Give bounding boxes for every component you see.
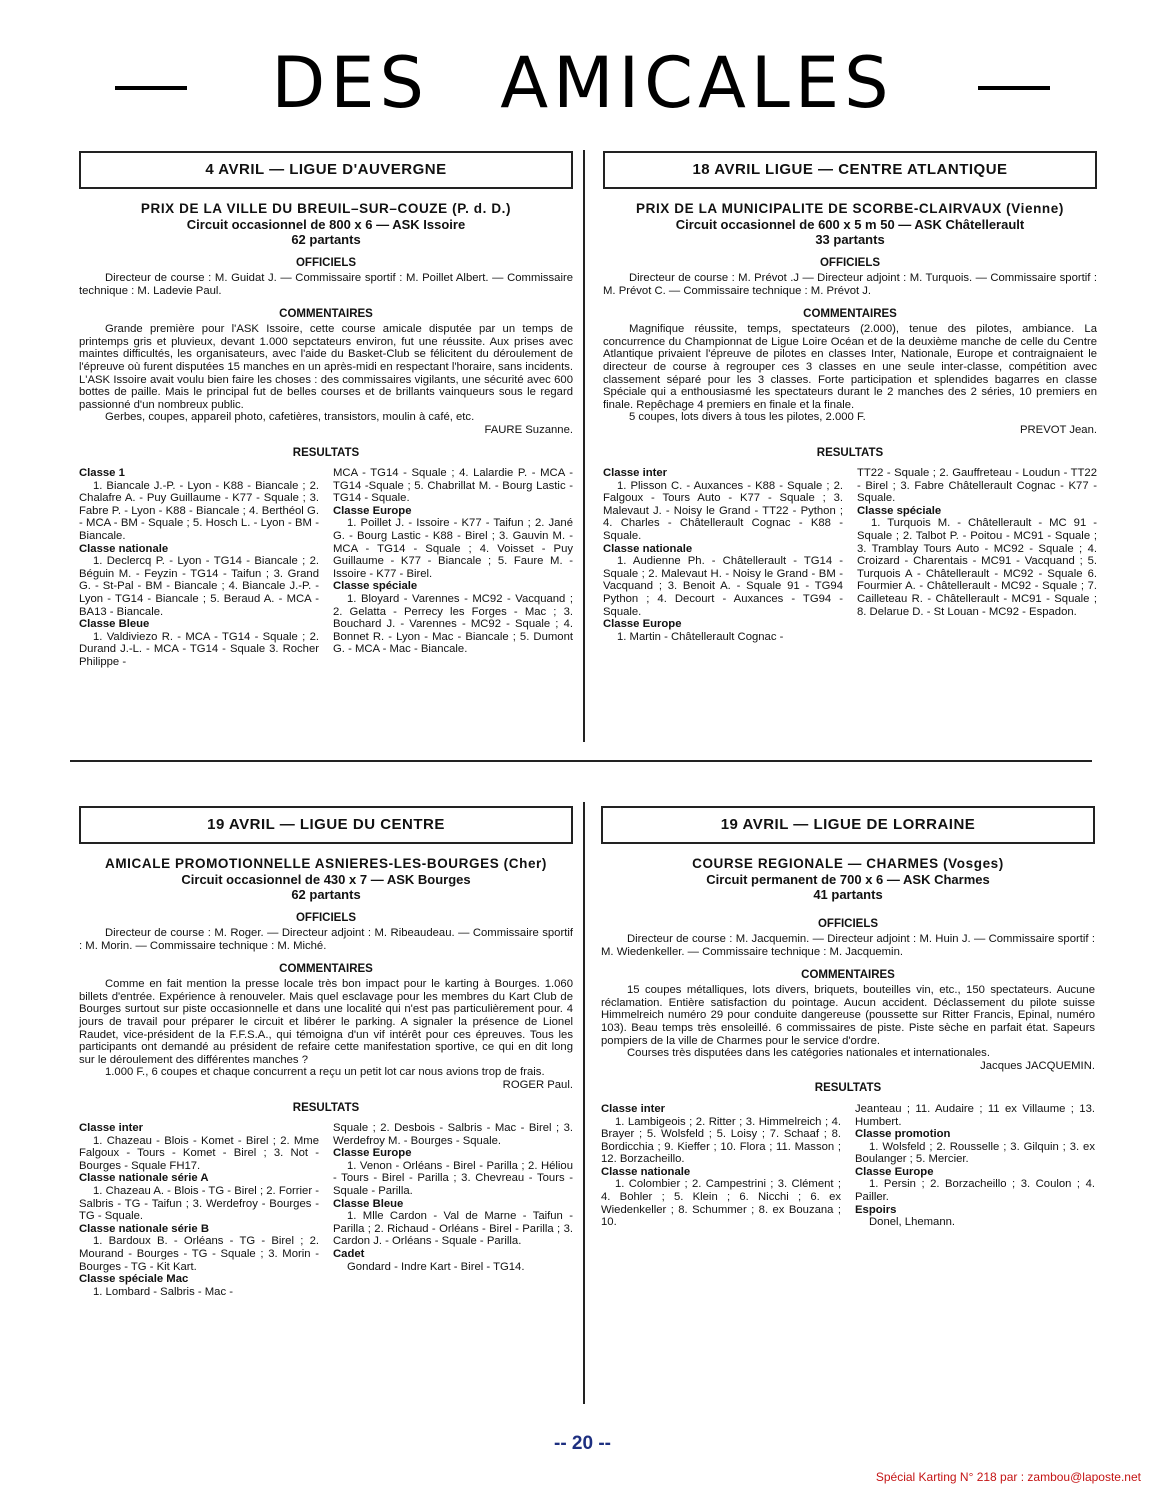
class-title: Classe Europe (333, 504, 412, 517)
class-title: Classe inter (601, 1102, 666, 1115)
results-column (333, 1122, 573, 1298)
class-title: Classe 1 (79, 467, 125, 480)
class-title: Classe nationale (79, 542, 169, 555)
resultats-heading: RESULTATS (292, 446, 360, 459)
commentaire-paragraph: Magnifique réussite, temps, spectateurs (2.000), tenue des pilotes, ambiance. La concurrence du Championnat de Ligue Loire Océan et de la deuxième manche de celle du Centre Atlantique privaient l'épreuve de pilotes en classes Inter, Nationale, Europe et contraignaient le directeur de course à regrouper ces 3 classes en une seule inter-classe, compétition avec classement séparé pour les 3 classes. Forte participation et splendides bagarres en classe Spéciale qui a enthousiasmé les spectateurs durant le 2 manches des 2 séries, 10 premiers en finale. Repêchage 4 premiers en finale et la finale. (603, 323, 1097, 411)
class-results: 1. Audienne Ph. - Châtellerault - TG14 - Squale ; 2. Malevaut H. - Noisy le Grand - BM - Vacquand ; 3. Benoit A. - Squale 91 - TG94 Python ; 4. Decourt - Auxances - TG94 - Squale. (603, 555, 843, 618)
class-title: Classe inter (603, 467, 668, 480)
officiels-text: Directeur de course : M. Guidat J. — Commissaire sportif : M. Poillet Albert. — Commissaire technique : M. Ladevie Paul. (79, 272, 573, 297)
page-title (0, 40, 1165, 126)
officiels-text: Directeur de course : M. Prévot .J — Directeur adjoint : M. Turquois. — Commissaire sportif : M. Prévot C. — Commissaire technique : M. Prévot J. (603, 272, 1097, 297)
class-results: 1. Wolsfeld ; 2. Rousselle ; 3. Gilquin ; 3. ex Boulanger ; 5. Mercier. (855, 1140, 1095, 1166)
results-column (601, 1103, 841, 1229)
class-title: Espoirs (855, 1203, 897, 1216)
officiels-heading: OFFICIELS (295, 256, 357, 269)
class-title: Classe Europe (333, 1147, 412, 1160)
commentaire-paragraph: Courses très disputées dans les catégories nationales et internationales. (627, 1047, 990, 1060)
class-results: 1. Bardoux B. - Orléans - TG - Birel ; 2. Mourand - Bourges - TG - Squale ; 3. Morin - Bourges - TG - Kit Kart. (79, 1235, 319, 1273)
results-column (857, 467, 1097, 643)
class-results: 1. Lambigeois ; 2. Ritter ; 3. Himmelreich ; 4. Brayer ; 5. Wolsfeld ; 5. Loisy ; 7. Schaaf ; 8. Bordicchia ; 9. Kieffer ; 10. Flora ; 11. Masson ; 12. Borzacheillo. (601, 1115, 841, 1166)
article-header: 4 AVRIL — LIGUE D'AUVERGNE (79, 151, 573, 189)
signature: PREVOT Jean. (1019, 423, 1097, 436)
footer-credit: Spécial Karting N° 218 par : zambou@laposte.net (875, 1470, 1141, 1484)
event-title: PRIX DE LA VILLE DU BREUIL–SUR–COUZE (P. d. D.) (140, 201, 512, 216)
class-results: 1. Martin - Châtellerault Cognac - (617, 630, 784, 643)
signature: FAURE Suzanne. (484, 423, 573, 436)
results-column (79, 467, 319, 669)
class-title: Classe Bleue (79, 618, 150, 631)
commentaires-heading: COMMENTAIRES (279, 962, 373, 975)
column-divider-bottom (583, 802, 585, 1404)
officiels-heading: OFFICIELS (295, 911, 357, 924)
article (79, 151, 573, 669)
commentaire-paragraph: Comme en fait mention la presse locale très bon impact pour le karting à Bourges. 1.060 billets d'entrée. Expérience à renouveler. Mais quel esclavage pour les membres du Kart Club de Bourges surtout sur piste occasionnelle et dans une localité qui n'est pas particulièrement pour. 4 jours de travail pour préparer le circuit et libérer le parking. A signaler la présence de Lionel Raudet, vice-président de la F.F.S.A., qui témoigna d'un vif intérêt pour ces épreuves. Tous les participants ont demandé au président de refaire cette manifestation sportive, ce qui en dit long sur le déroulement des différentes manches ? (79, 978, 573, 1066)
class-title: Classe nationale (601, 1165, 691, 1178)
article (79, 806, 573, 1298)
title-word-des: DES (271, 42, 429, 124)
commentaire-paragraph: 5 coupes, lots divers à tous les pilotes, 2.000 F. (629, 411, 866, 424)
partants-count: 62 partants (291, 232, 361, 248)
page-number: -- 20 -- (554, 1433, 611, 1454)
class-results: 1. Bloyard - Varennes - MC92 - Vacquand ; 2. Gelatta - Perrecy les Forges - Mac ; 3. Bouchard J. - Varennes - MC92 - Squale ; 4. Bonnet R. - Lyon - Mac - Biancale ; 5. Dumont G. - MCA - Mac - Biancale. (333, 593, 573, 656)
class-results: 1. Plisson C. - Auxances - K88 - Squale ; 2. Falgoux - Tours Auto - K77 - Squale ; 3. Malevaut J. - Noisy le Grand - TT22 - Python ; 4. Charles - Châtellerault Cognac - K88 - Squale. (603, 479, 843, 543)
results-columns (603, 467, 1097, 643)
article-header: 18 AVRIL LIGUE — CENTRE ATLANTIQUE (603, 151, 1097, 189)
article (603, 151, 1097, 643)
class-title: Classe spéciale Mac (79, 1273, 189, 1286)
resultats-heading: RESULTATS (292, 1101, 360, 1114)
class-title: Classe nationale série A (79, 1172, 209, 1185)
class-title: Classe Europe (603, 618, 682, 631)
title-word-amicales: AMICALES (500, 42, 894, 124)
class-title: Classe nationale série B (79, 1222, 209, 1235)
class-results: 1. Mlle Cardon - Val de Marne - Taifun - Parilla ; 2. Richaud - Orléans - Birel - Parilla ; 3. Cardon J. - Orléans - Squale - Parilla. (333, 1210, 573, 1248)
officiels-heading: OFFICIELS (819, 256, 881, 269)
results-column (855, 1103, 1095, 1229)
class-results: Squale ; 2. Desbois - Salbris - Mac - Birel ; 3. Werdefroy M. - Bourges - Squale. (333, 1122, 573, 1147)
results-column (603, 467, 843, 643)
commentaires-heading: COMMENTAIRES (803, 307, 897, 320)
class-results: Gondard - Indre Kart - Birel - TG14. (347, 1260, 525, 1273)
class-title: Classe inter (79, 1122, 144, 1135)
class-results: TT22 - Squale ; 2. Gauffreteau - Loudun - TT22 - Birel ; 3. Fabre Châtellerault Cognac - K77 - Squale. (857, 467, 1097, 505)
column-divider-top (583, 150, 585, 742)
results-columns (601, 1103, 1095, 1229)
class-title: Classe spéciale (857, 504, 942, 517)
circuit-info: Circuit occasionnel de 600 x 5 m 50 — ASK Châtellerault (675, 216, 1025, 232)
class-results: 1. Biancale J.-P. - Lyon - K88 - Biancale ; 2. Chalafre A. - Puy Guillaume - K77 - Squale ; 3. Fabre P. - Lyon - K88 - Biancale ; 4. Berthéol G. - MCA - BM - Squale ; 5. Hosch L. - Lyon - BM - Biancale. (79, 479, 319, 543)
signature: ROGER Paul. (502, 1078, 573, 1091)
commentaires-heading: COMMENTAIRES (279, 307, 373, 320)
class-results: 1. Colombier ; 2. Campestrini ; 3. Clément ; 4. Bohler ; 5. Klein ; 6. Nicchi ; 6. ex Wiedenkeller ; 8. Schummer ; 8. ex Bouzana ; 10. (601, 1178, 841, 1229)
class-title: Classe Bleue (333, 1197, 404, 1210)
results-column (79, 1122, 319, 1298)
class-results: 1. Venon - Orléans - Birel - Parilla ; 2. Héliou - Tours - Birel - Parilla ; 3. Chevreau - Tours - Squale - Parilla. (333, 1159, 573, 1198)
commentaires-heading: COMMENTAIRES (801, 968, 895, 981)
class-results: 1. Turquois M. - Châtellerault - MC 91 - Squale ; 2. Talbot P. - Poitou - MC91 - Squale ; 3. Tramblay Tours Auto - MC92 - Squale ; 4. Croizard - Charentais - MC91 - Vacquand ; 5. Turquois A - Châtellerault - MC92 - Squale 6. Fourmier A. - Châtellerault - MC92 - Squale ; 7. Cailleteau R. - Châtellerault - MC91 - Squale ; 8. Delarue D. - St Louan - MC92 - Espadon. (857, 517, 1097, 618)
class-title: Classe spéciale (333, 580, 418, 593)
title-dash-left (115, 86, 187, 90)
resultats-heading: RESULTATS (814, 1082, 882, 1095)
results-columns (79, 467, 573, 669)
article-header: 19 AVRIL — LIGUE DE LORRAINE (601, 806, 1095, 844)
class-results: Donel, Lhemann. (869, 1216, 956, 1229)
class-results: 1. Lombard - Salbris - Mac - (93, 1285, 233, 1298)
title-dash-right (978, 86, 1050, 90)
class-results: 1. Valdiviezo R. - MCA - TG14 - Squale ; 2. Durand J.-L. - MCA - TG14 - Squale 3. Rocher Philippe - (79, 630, 319, 668)
results-column (333, 467, 573, 669)
circuit-info: Circuit permanent de 700 x 6 — ASK Charmes (706, 871, 990, 887)
class-results: 1. Chazeau - Blois - Komet - Birel ; 2. Mme Falgoux - Tours - Komet - Birel ; 3. Not - Bourges - Squale FH17. (79, 1134, 319, 1172)
class-results: 1. Declercq P. - Lyon - TG14 - Biancale ; 2. Béguin M. - Feyzin - TG14 - Taifun ; 3. Grand G. - St-Pal - BM - Biancale ; 4. Biancale J.-P. - Lyon - TG14 - Biancale ; 5. Beraud A. - MCA - BA13 - Biancale. (79, 555, 319, 618)
signature: Jacques JACQUEMIN. (980, 1059, 1095, 1072)
class-results: Jeanteau ; 11. Audaire ; 11 ex Villaume ; 13. Humbert. (855, 1102, 1095, 1128)
circuit-info: Circuit occasionnel de 430 x 7 — ASK Bourges (181, 871, 471, 887)
partants-count: 41 partants (813, 887, 883, 903)
article (601, 806, 1095, 1229)
event-title: COURSE REGIONALE — CHARMES (Vosges) (692, 856, 1004, 871)
results-columns (79, 1122, 573, 1298)
class-title: Cadet (333, 1248, 365, 1261)
partants-count: 62 partants (291, 887, 361, 903)
event-title: PRIX DE LA MUNICIPALITE DE SCORBE-CLAIRVAUX (Vienne) (636, 201, 1064, 216)
resultats-heading: RESULTATS (816, 446, 884, 459)
officiels-text: Directeur de course : M. Roger. — Directeur adjoint : M. Ribeaudeau. — Commissaire sportif : M. Morin. — Commissaire technique : M. Miché. (79, 927, 573, 952)
class-results: 1. Persin ; 2. Borzacheillo ; 3. Coulon ; 4. Pailler. (855, 1178, 1095, 1204)
class-title: Classe Europe (855, 1165, 934, 1178)
class-title: Classe nationale (603, 542, 693, 555)
article-header: 19 AVRIL — LIGUE DU CENTRE (79, 806, 573, 844)
commentaire-paragraph: 1.000 F., 6 coupes et chaque concurrent a reçu un petit lot car nous avions trop de frais. (105, 1066, 545, 1079)
circuit-info: Circuit occasionnel de 800 x 6 — ASK Issoire (186, 216, 466, 232)
class-results: 1. Chazeau A. - Blois - TG - Birel ; 2. Forrier - Salbris - TG - Taifun ; 3. Werdefroy - Bourges - TG - Squale. (79, 1185, 319, 1223)
officiels-text: Directeur de course : M. Jacquemin. — Directeur adjoint : M. Huin J. — Commissaire sportif : M. Wiedenkeller. — Commissaire technique : M. Jacquemin. (601, 933, 1095, 958)
class-results: MCA - TG14 - Squale ; 4. Lalardie P. - MCA - TG14 -Squale ; 5. Chabrillat M. - Bourg Lastic - TG14 - Squale. (333, 467, 573, 505)
commentaire-paragraph: 15 coupes métalliques, lots divers, briquets, bouteilles vin, etc., 150 spectateurs. Aucune réclamation. Entière satisfaction du pointage. Aucun accident. Déclassement du pilote suisse Himmelreich numéro 29 pour conduite dangereuse (poussette sur Ritter Francis, Epinal, numéro 103). Beau temps très ensoleillé. 6 commissaires de piste. Piste sèche en parfait état. Sapeurs pompiers de la ville de Charmes pour le service d'ordre. (601, 984, 1095, 1047)
officiels-heading: OFFICIELS (817, 917, 879, 930)
class-results: 1. Poillet J. - Issoire - K77 - Taifun ; 2. Jané G. - Bourg Lastic - K88 - Birel ; 3. Gauvin M. - MCA - TG14 - Squale ; 4. Voisset - Puy Guillaume - K77 - Biancale ; 5. Faure M. - Issoire - K77 - Birel. (333, 517, 573, 580)
commentaire-paragraph: Gerbes, coupes, appareil photo, cafetières, transistors, moulin à café, etc. (105, 411, 475, 424)
class-title: Classe promotion (855, 1128, 951, 1141)
partants-count: 33 partants (815, 232, 885, 248)
section-divider (70, 760, 1092, 762)
commentaire-paragraph: Grande première pour l'ASK Issoire, cette course amicale disputée par un temps de printemps gris et pluvieux, devant 1.000 sepctateurs environ, fut une réussite. Aux prises avec maintes difficultés, les organisateurs, avec l'aide du Basket-Club se félicitent du déroulement de l'épreuve où furent disputées 15 manches en un après-midi en respectant l'horaire, sans incidents. L'ASK Issoire avait voulu bien faire les choses : des commissaires vigilants, une sécurité avec 600 bottes de paille. Mais le principal fut de belles courses et de brillants vainqueurs sous le regard passionné d'un nombreux public. (79, 323, 573, 411)
event-title: AMICALE PROMOTIONNELLE ASNIERES-LES-BOURGES (Cher) (104, 856, 547, 871)
